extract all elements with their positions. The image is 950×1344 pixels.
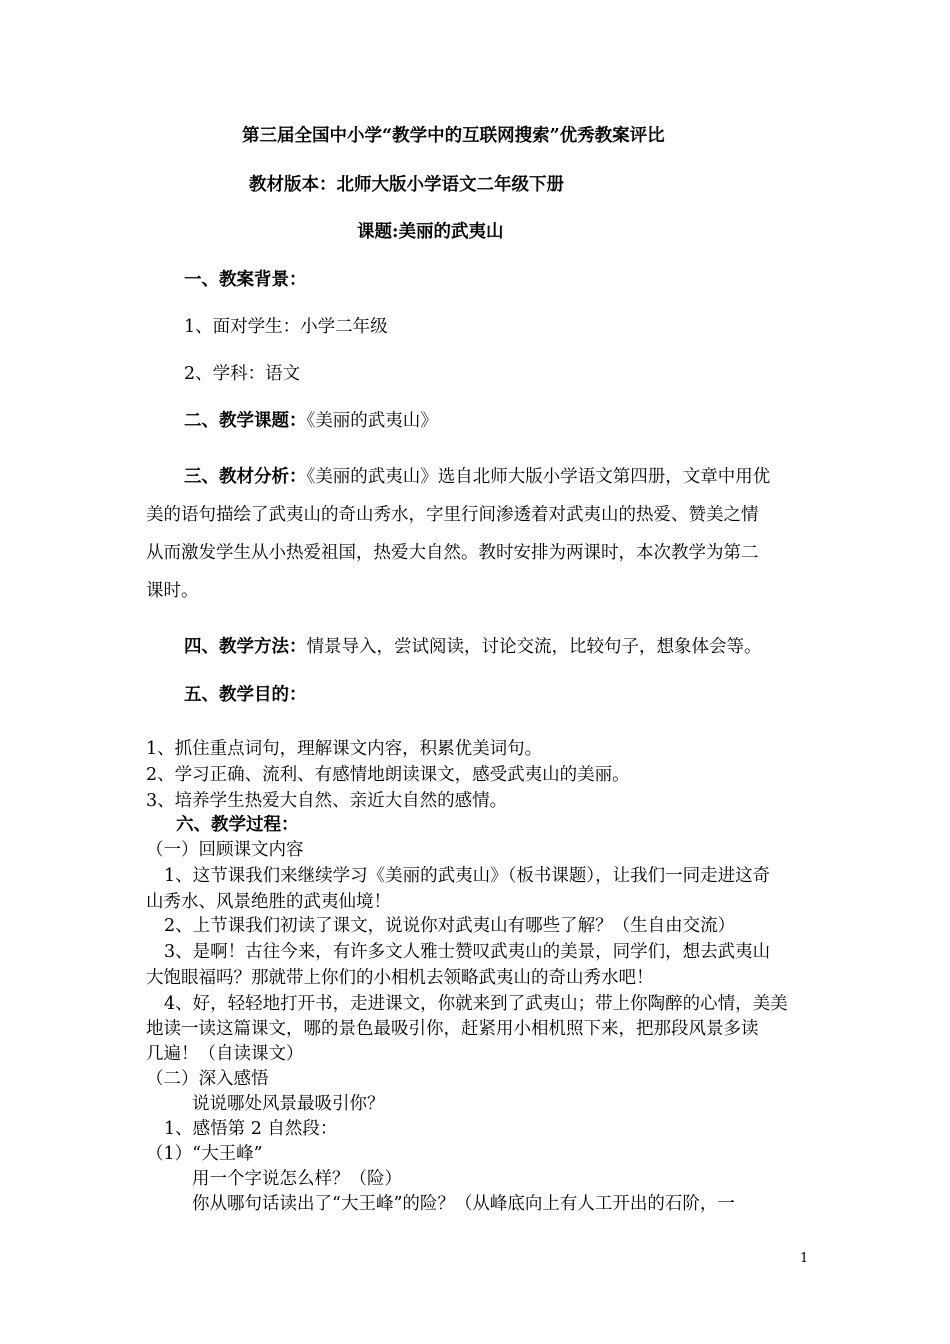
paragraph-text: 1、面对学生：小学二年级 <box>184 317 388 337</box>
goal-item: 1、抓住重点词句，理解课文内容，积累优美词句。 <box>146 739 543 759</box>
paragraph-text: 大饱眼福吗？那就带上你们的小相机去领略武夷山的奇山秀水吧！ <box>146 968 654 988</box>
section-heading: 六、教学过程： <box>176 815 299 835</box>
section-heading: 三、教材分析： <box>184 467 307 487</box>
section-line <box>184 413 438 431</box>
section-heading: 五、教学目的： <box>184 685 307 705</box>
section-heading: 一、教案背景： <box>184 270 307 290</box>
paragraph-text: 4、好，轻轻地打开书，走进课文，你就来到了武夷山；带上你陶醉的心情，美美 <box>164 994 788 1014</box>
paragraph-text: 《美丽的武夷山》 <box>306 411 438 431</box>
paragraph-text: 地读一读这篇课文，哪的景色最吸引你，赶紧用小相机照下来，把那段风景多读 <box>146 1019 759 1039</box>
goal-item: 2、学习正确、流利、有感情地朗读课文，感受武夷山的美丽。 <box>146 765 630 785</box>
page-number: 1 <box>800 1251 809 1266</box>
paragraph-text: 美的语句描绘了武夷山的奇山秀水，字里行间渗透着对武夷山的热爱、赞美之情 <box>146 505 759 525</box>
paragraph-text: 1、这节课我们来继续学习《美丽的武夷山》（板书课题），让我们一同走进这奇 <box>164 866 771 886</box>
paragraph-text: 2、学科：语文 <box>184 364 301 384</box>
section-line <box>184 469 770 487</box>
paragraph-text: 《美丽的武夷山》选自北师大版小学语文第四册，文章中用优 <box>306 467 771 487</box>
paragraph-text: 2、上节课我们初读了课文，说说你对武夷山有哪些了解？（生自由交流） <box>164 916 736 936</box>
paragraph-text: 山秀水、风景绝胜的武夷仙境！ <box>146 892 391 912</box>
textbook-edition: 教材版本：北师大版小学语文二年级下册 <box>249 175 564 195</box>
document-title: 第三届全国中小学“教学中的互联网搜索”优秀教案评比 <box>242 126 665 146</box>
lesson-title: 课题:美丽的武夷山 <box>357 222 504 242</box>
paragraph-text: 你从哪句话读出了“大王峰”的险？（从峰底向上有人工开出的石阶，一 <box>192 1194 735 1214</box>
paragraph-text: 课时。 <box>146 581 199 601</box>
goal-item: 3、培养学生热爱大自然、亲近大自然的感情。 <box>146 791 508 811</box>
paragraph-text: 几遍！（自读课文） <box>146 1044 304 1064</box>
section-line <box>184 639 762 657</box>
subsection-title: （一）回顾课文内容 <box>146 840 304 860</box>
section-heading: 四、教学方法： <box>184 637 307 657</box>
paragraph-text: 情景导入，尝试阅读，讨论交流，比较句子，想象体会等。 <box>306 637 762 657</box>
paragraph-text: 说说哪处风景最吸引你？ <box>192 1094 385 1114</box>
paragraph-text: 1、感悟第 2 自然段： <box>164 1119 338 1139</box>
paragraph-text: 从而激发学生从小热爱祖国，热爱大自然。教时安排为两课时，本次教学为第二 <box>146 543 759 563</box>
paragraph-text: （1）“大王峰” <box>146 1144 263 1164</box>
subsection-title: （二）深入感悟 <box>146 1069 269 1089</box>
section-heading: 二、教学课题： <box>184 411 307 431</box>
paragraph-text: 3、是啊！古往今来，有许多文人雅士赞叹武夷山的美景，同学们，想去武夷山 <box>164 942 771 962</box>
paragraph-text: 用一个字说怎么样？（险） <box>192 1169 402 1189</box>
